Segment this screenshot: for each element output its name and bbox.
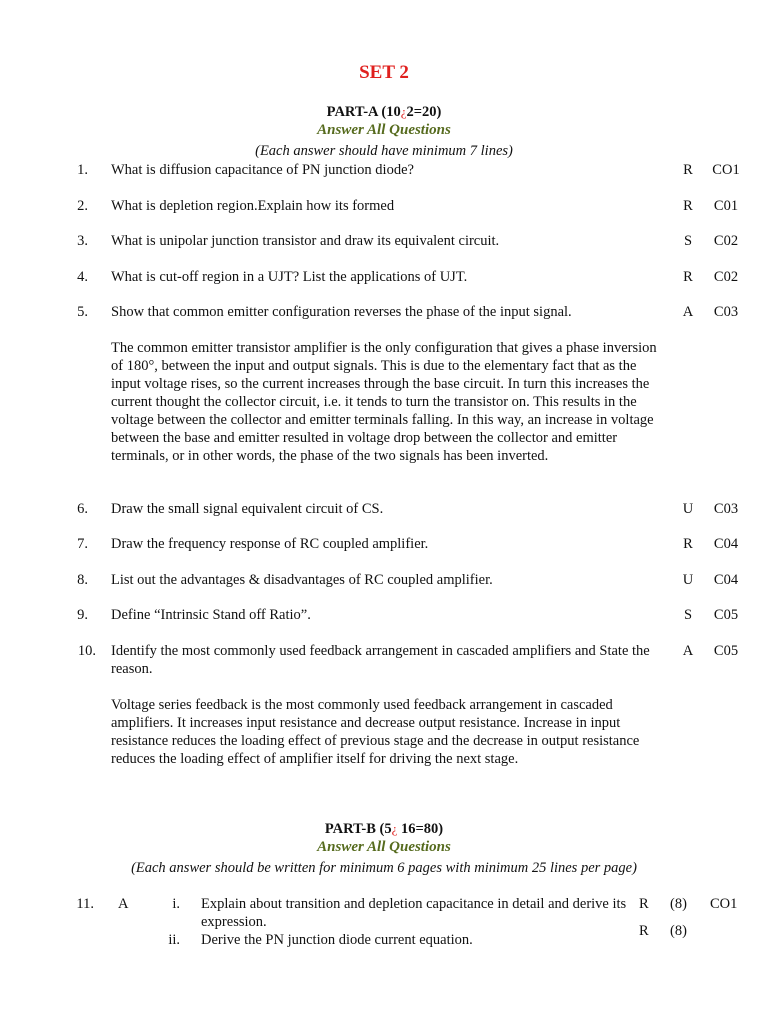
part-a-marks-rest: 2=20) bbox=[406, 104, 442, 120]
question-text: What is unipolar junction transistor and draw its equivalent circuit. bbox=[111, 233, 500, 249]
question-level: R bbox=[683, 198, 693, 214]
subquestion-text: Explain about transition and depletion capacitance in detail and derive its expression. bbox=[201, 896, 627, 930]
part-a-instruction: (Each answer should have minimum 7 lines) bbox=[255, 143, 513, 159]
part-b-heading bbox=[0, 821, 768, 838]
question-number: 6. bbox=[77, 501, 88, 517]
question-number: 8. bbox=[77, 572, 88, 588]
question-co: C01 bbox=[713, 198, 739, 214]
question-text: What is depletion region.Explain how its formed bbox=[111, 198, 395, 214]
question-text: Show that common emitter configuration reverses the phase of the input signal. bbox=[111, 304, 572, 320]
question-number: 2. bbox=[77, 198, 88, 214]
question-number: 3. bbox=[77, 233, 88, 249]
question-number: 10. bbox=[77, 643, 96, 659]
question-level: R bbox=[683, 269, 693, 285]
question-number: 5. bbox=[77, 304, 88, 320]
subquestion-marks: (8) bbox=[670, 923, 687, 939]
question-co: C03 bbox=[713, 304, 739, 320]
question-co: C02 bbox=[713, 269, 739, 285]
part-b-marks-rest: 16=80) bbox=[397, 821, 444, 837]
question-text: Draw the small signal equivalent circuit of CS. bbox=[111, 501, 384, 517]
question-text: What is cut-off region in a UJT? List the applications of UJT. bbox=[111, 269, 468, 285]
part-b-label: PART-B bbox=[324, 821, 376, 837]
answer-paragraph: Voltage series feedback is the most commonly used feedback arrangement in cascaded amplifiers. It increases input resistance and decrease output resistance. Increase in input resistance reduces the loading effect of previous stage and the decrease in output resistance reduces the loading effect of amplifier itself for driving the next stage. bbox=[111, 697, 640, 767]
part-a-answer-all: Answer All Questions bbox=[317, 122, 451, 138]
question-level: U bbox=[682, 572, 694, 588]
subquestion-level: R bbox=[639, 896, 649, 912]
subquestion-number: ii. bbox=[168, 932, 180, 948]
part-b-answer-all: Answer All Questions bbox=[317, 839, 451, 855]
question-number: 4. bbox=[77, 269, 88, 285]
answer-paragraph: The common emitter transistor amplifier is the only configuration that gives a phase inversion of 180°, between the input and output signals. This is due to the elementary fact that as the input voltage rises, so the current increases through the base circuit. In turn this increases the current thought the collector circuit, i.e. it tends to turn the transistor on. This results in the voltage between the collector and emitter terminals falling. In this way, an increase in voltage between the base and emitter resulted in voltage drop between the collector and emitter terminals, or in other words, the phase of the two signals has been inverted. bbox=[111, 340, 657, 464]
question-level: A bbox=[682, 304, 694, 320]
set-title: SET 2 bbox=[359, 62, 409, 83]
question-level: S bbox=[683, 233, 693, 249]
question-level: A bbox=[682, 643, 694, 659]
subquestion-level: R bbox=[639, 923, 649, 939]
part-b-marks-symbol: ¿ bbox=[391, 821, 398, 836]
question-level: R bbox=[683, 162, 693, 178]
question-text: Identify the most commonly used feedback arrangement in cascaded amplifiers and State the reason. bbox=[111, 643, 650, 677]
question-co: C05 bbox=[713, 607, 739, 623]
subquestion-text: Derive the PN junction diode current equation. bbox=[201, 932, 473, 948]
question-text: Draw the frequency response of RC coupled amplifier. bbox=[111, 536, 429, 552]
question-co: C03 bbox=[713, 501, 739, 517]
question-text: What is diffusion capacitance of PN junction diode? bbox=[111, 162, 414, 178]
part-b-marks: (5 bbox=[379, 821, 392, 837]
subquestion-marks: (8) bbox=[670, 896, 687, 912]
question-number: 11. bbox=[76, 896, 94, 912]
question-co: C04 bbox=[713, 536, 739, 552]
question-co: CO1 bbox=[712, 162, 740, 178]
question-number: 1. bbox=[77, 162, 88, 178]
part-a-heading bbox=[0, 104, 768, 121]
question-choice: A bbox=[118, 896, 129, 912]
question-text: List out the advantages & disadvantages of RC coupled amplifier. bbox=[111, 572, 493, 588]
part-a-marks-symbol: ¿ bbox=[400, 104, 407, 119]
question-level: S bbox=[683, 607, 693, 623]
question-co: CO1 bbox=[710, 896, 738, 912]
part-b-instruction: (Each answer should be written for minimum 6 pages with minimum 25 lines per page) bbox=[131, 860, 637, 876]
question-number: 7. bbox=[77, 536, 88, 552]
part-a-label: PART-A bbox=[326, 104, 378, 120]
part-a-marks: (10 bbox=[381, 104, 401, 120]
question-level: R bbox=[683, 536, 693, 552]
question-number: 9. bbox=[77, 607, 88, 623]
question-text: Define “Intrinsic Stand off Ratio”. bbox=[111, 607, 311, 623]
question-co: C04 bbox=[713, 572, 739, 588]
subquestion-number: i. bbox=[172, 896, 180, 912]
question-co: C05 bbox=[713, 643, 739, 659]
question-co: C02 bbox=[713, 233, 739, 249]
question-level: U bbox=[682, 501, 694, 517]
